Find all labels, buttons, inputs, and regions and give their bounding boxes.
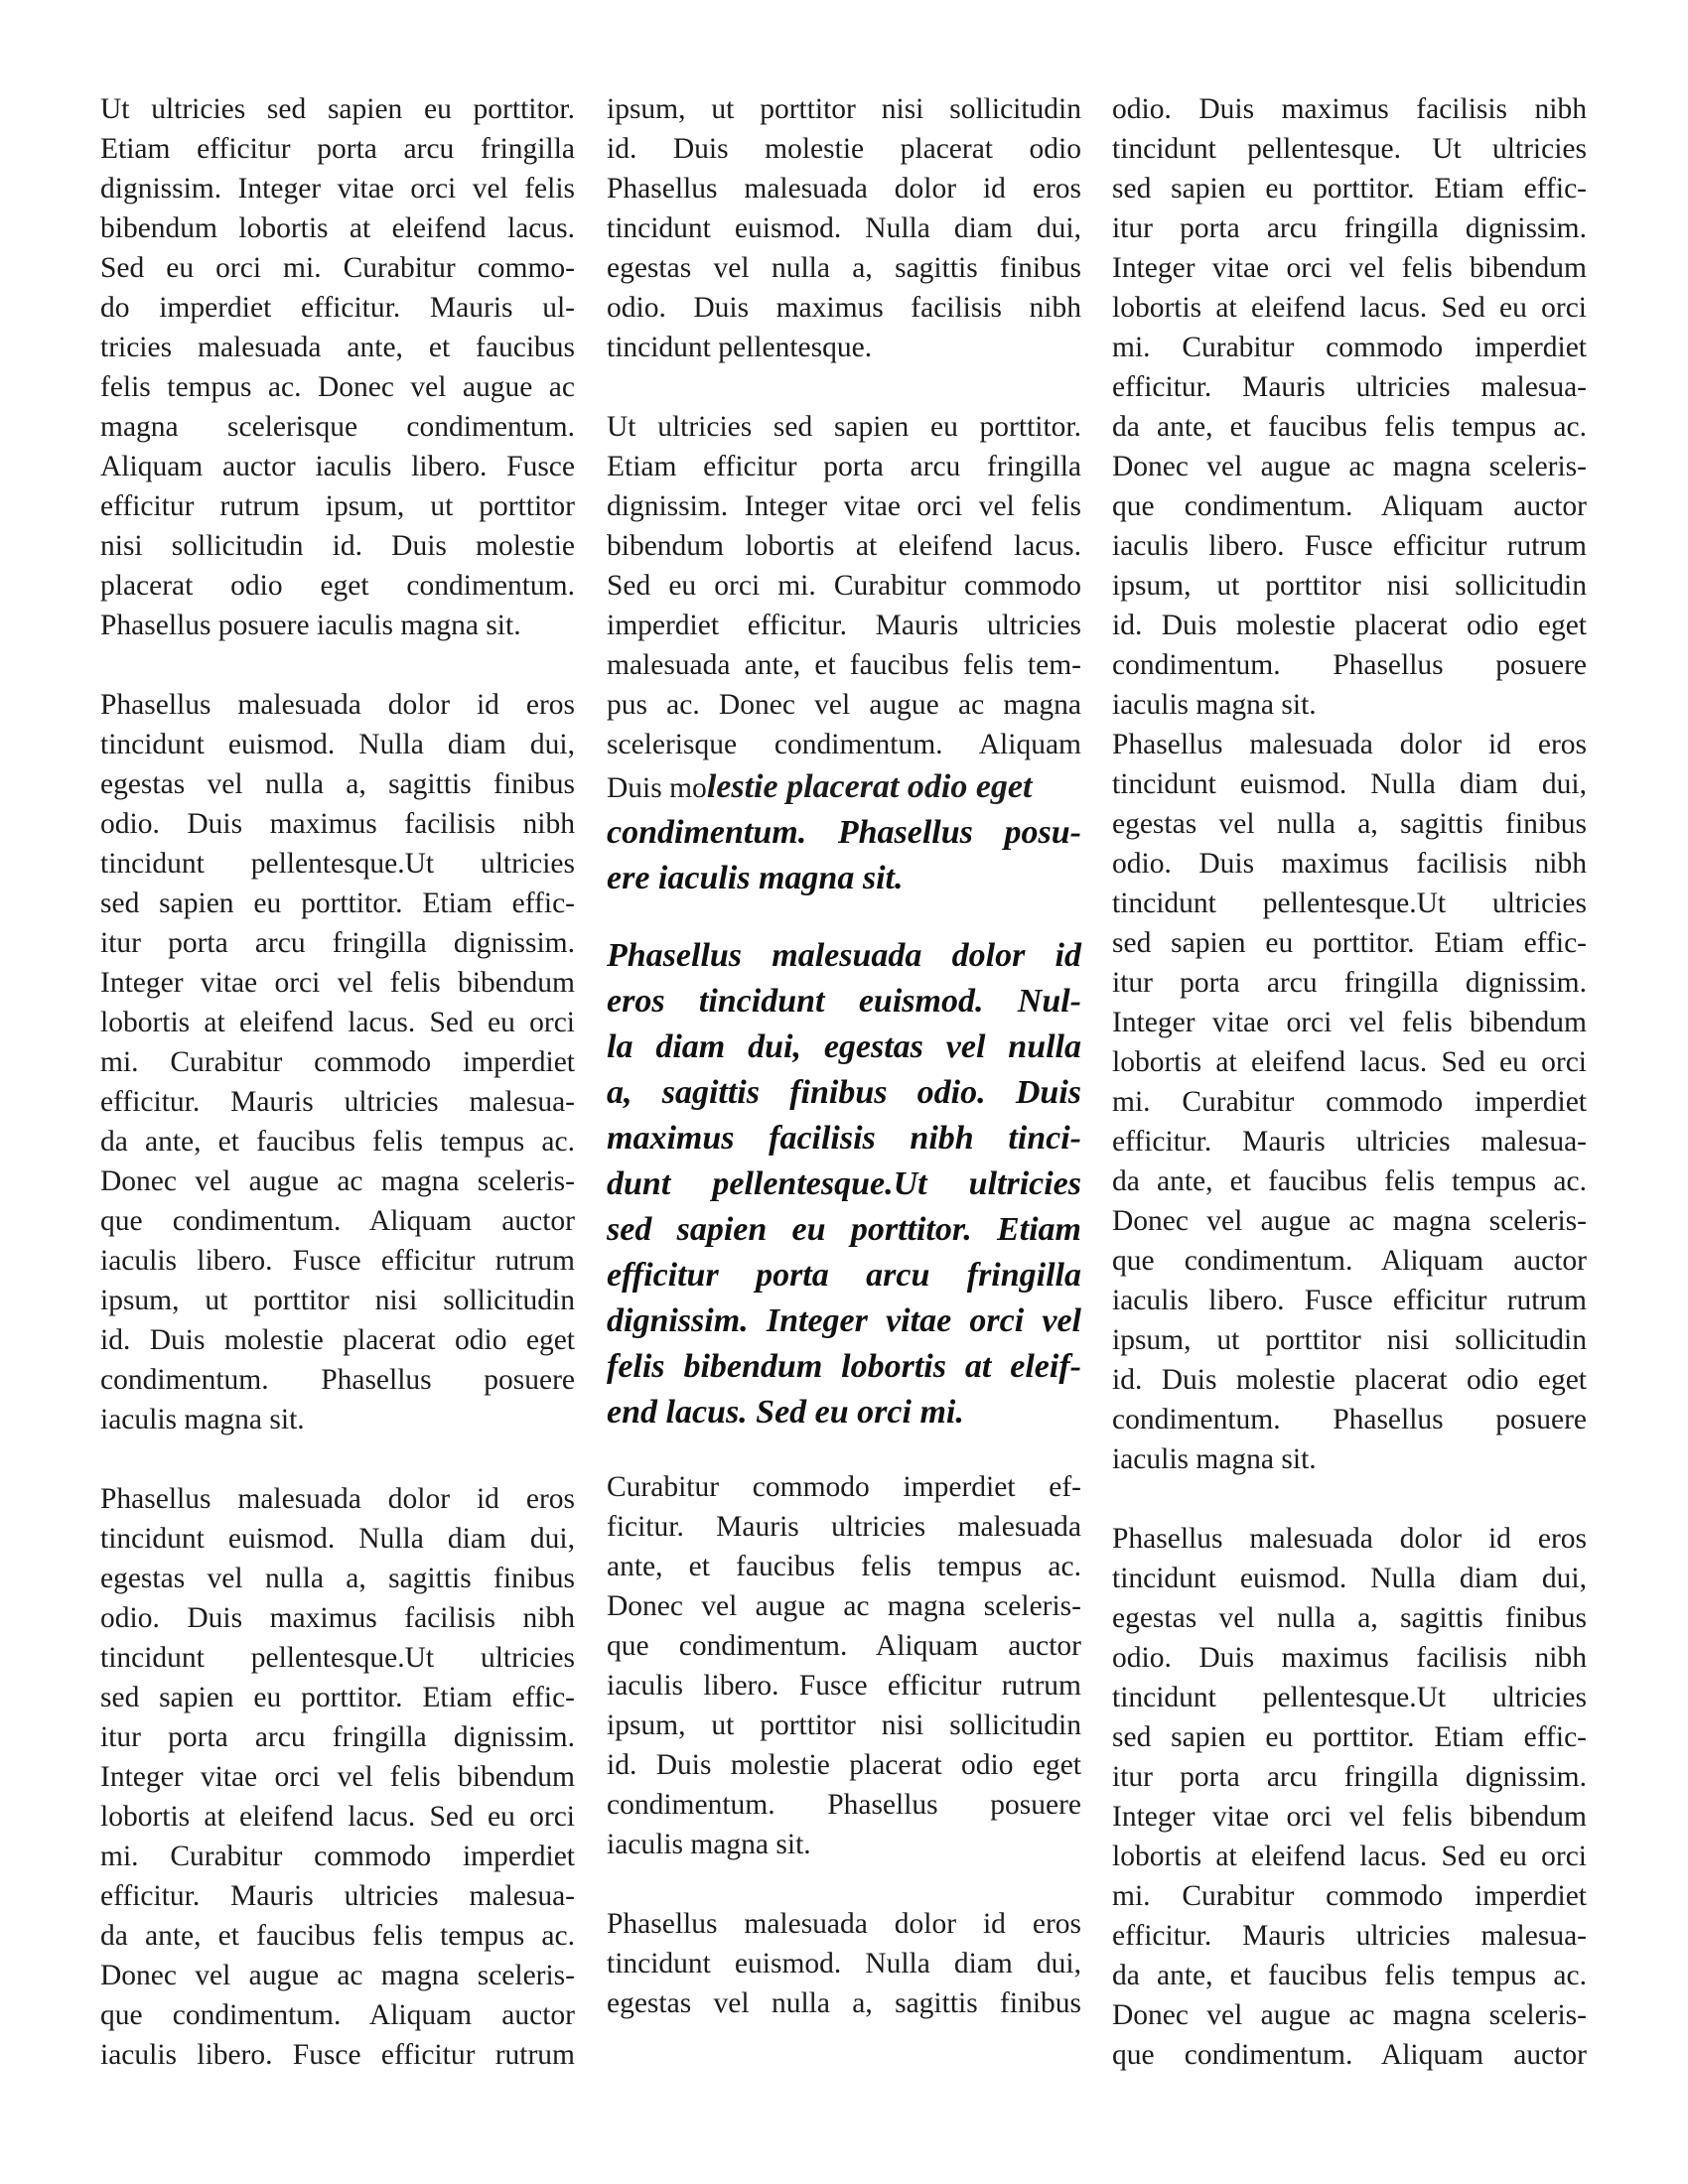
text-line: tincidunt euismod. Nulla diam dui,: [607, 1948, 1081, 1979]
text-line: ipsum, ut porttitor nisi sollicitudin: [1112, 1324, 1587, 1356]
text-line: efficitur. Mauris ultricies malesua-: [100, 1880, 575, 1912]
text-line: itur porta arcu fringilla dignissim.: [100, 1721, 575, 1753]
text-line: tincidunt pellentesque. Ut ultricies: [1112, 133, 1587, 165]
text-line: tricies malesuada ante, et faucibus: [100, 332, 575, 363]
text-line: Phasellus malesuada dolor id eros: [1112, 729, 1587, 760]
text-line: tincidunt pellentesque.Ut ultricies: [100, 848, 575, 880]
text-line: egestas vel nulla a, sagittis finibus: [607, 252, 1081, 284]
text-line: itur porta arcu fringilla dignissim.: [100, 927, 575, 959]
text-line: que condimentum. Aliquam auctor: [1112, 490, 1587, 522]
text-line: tincidunt euismod. Nulla diam dui,: [100, 1523, 575, 1555]
text-line: iaculis libero. Fusce efficitur rutrum: [1112, 1285, 1587, 1316]
pull-quote-line: condimentum. Phasellus posu-: [607, 814, 1081, 851]
text-line: iaculis libero. Fusce efficitur rutrum: [607, 1670, 1081, 1702]
text-line: condimentum. Phasellus posuere: [1112, 1404, 1587, 1435]
paragraph-spacer: [100, 1439, 575, 1479]
text-line: odio. Duis maximus facilisis nibh: [1112, 848, 1587, 880]
text-line: iaculis magna sit.: [100, 1404, 305, 1435]
text-line: itur porta arcu fringilla dignissim.: [1112, 967, 1587, 999]
text-line: Donec vel augue ac magna sceleris-: [100, 1165, 575, 1197]
paragraph: [1112, 725, 1587, 1479]
text-line: egestas vel nulla a, sagittis finibus: [1112, 1602, 1587, 1634]
paragraph-spacer: [607, 1864, 1081, 1904]
text-line: tincidunt euismod. Nulla diam dui,: [100, 729, 575, 760]
text-line: Donec vel augue ac magna sceleris-: [1112, 451, 1587, 482]
text-line: scelerisque condimentum. Aliquam: [607, 729, 1081, 760]
text-line: egestas vel nulla a, sagittis finibus: [1112, 808, 1587, 840]
text-line: mi. Curabitur commodo imperdiet: [100, 1841, 575, 1872]
text-line: efficitur rutrum ipsum, ut porttitor: [100, 490, 575, 522]
text-line: egestas vel nulla a, sagittis finibus: [100, 768, 575, 800]
paragraph: [607, 89, 1081, 367]
text-line: tincidunt pellentesque.: [607, 332, 873, 363]
text-line: odio. Duis maximus facilisis nibh: [607, 292, 1081, 324]
text-line: Phasellus malesuada dolor id eros: [607, 173, 1081, 205]
text-line: que condimentum. Aliquam auctor: [100, 1999, 575, 2031]
text-line: lobortis at eleifend lacus. Sed eu orci: [100, 1801, 575, 1833]
text-line: mi. Curabitur commodo imperdiet: [1112, 332, 1587, 363]
text-column-2: [607, 89, 1081, 2023]
text-line: dignissim. Integer vitae orci vel felis: [100, 173, 575, 205]
text-line: Donec vel augue ac magna sceleris-: [1112, 1205, 1587, 1237]
text-line: Donec vel augue ac magna sceleris-: [100, 1960, 575, 1991]
text-line: nisi sollicitudin id. Duis molestie: [100, 530, 575, 562]
text-line: ipsum, ut porttitor nisi sollicitudin: [100, 1285, 575, 1316]
text-line: Donec vel augue ac magna sceleris-: [607, 1590, 1081, 1622]
text-line: id. Duis molestie placerat odio eget: [1112, 610, 1587, 641]
text-line: que condimentum. Aliquam auctor: [1112, 2039, 1587, 2071]
text-line: bibendum lobortis at eleifend lacus.: [100, 212, 575, 244]
paragraph: [607, 1467, 1081, 1864]
text-line: do imperdiet efficitur. Mauris ul-: [100, 292, 575, 324]
text-line: odio. Duis maximus facilisis nibh: [1112, 93, 1587, 125]
text-line: sed sapien eu porttitor. Etiam effic-: [1112, 1721, 1587, 1753]
text-line: felis tempus ac. Donec vel augue ac: [100, 371, 575, 403]
text-line: Integer vitae orci vel felis bibendum: [1112, 1007, 1587, 1038]
pull-quote-line: end lacus. Sed eu orci mi.: [607, 1394, 964, 1431]
text-line: efficitur. Mauris ultricies malesua-: [1112, 1920, 1587, 1952]
pull-quote-line: dignissim. Integer vitae orci vel: [607, 1302, 1081, 1339]
paragraph-spacer: [100, 645, 575, 685]
paragraph: [607, 1904, 1081, 2023]
text-column-1: [100, 89, 575, 2075]
text-line: placerat odio eget condimentum.: [100, 570, 575, 602]
text-line: Ut ultricies sed sapien eu porttitor.: [607, 411, 1081, 443]
paragraph: [1112, 1519, 1587, 2075]
text-line: condimentum. Phasellus posuere: [607, 1789, 1081, 1821]
pull-quote-line: a, sagittis finibus odio. Duis: [607, 1074, 1081, 1111]
text-line: mi. Curabitur commodo imperdiet: [1112, 1086, 1587, 1118]
text-line: odio. Duis maximus facilisis nibh: [100, 808, 575, 840]
text-line: que condimentum. Aliquam auctor: [607, 1630, 1081, 1662]
paragraph: [1112, 89, 1587, 725]
text-line: id. Duis molestie placerat odio eget: [1112, 1364, 1587, 1396]
text-line: imperdiet efficitur. Mauris ultricies: [607, 610, 1081, 641]
pull-quote-spacer: [607, 901, 1081, 933]
text-line: da ante, et faucibus felis tempus ac.: [100, 1920, 575, 1952]
text-line: odio. Duis maximus facilisis nibh: [100, 1602, 575, 1634]
text-line: lobortis at eleifend lacus. Sed eu orci: [1112, 1841, 1587, 1872]
text-line: iaculis libero. Fusce efficitur rutrum: [1112, 530, 1587, 562]
pull-quote-line: ere iaculis magna sit.: [607, 860, 904, 896]
text-line: iaculis libero. Fusce efficitur rutrum: [100, 2039, 575, 2071]
text-line: efficitur. Mauris ultricies malesua-: [1112, 371, 1587, 403]
text-run-italic: lestie placerat odio eget: [706, 768, 1033, 805]
text-line: efficitur. Mauris ultricies malesua-: [100, 1086, 575, 1118]
pull-quote-line: sed sapien eu porttitor. Etiam: [607, 1211, 1081, 1248]
text-line: condimentum. Phasellus posuere: [100, 1364, 575, 1396]
text-line: Integer vitae orci vel felis bibendum: [1112, 1801, 1587, 1833]
text-line: que condimentum. Aliquam auctor: [100, 1205, 575, 1237]
paragraph: [100, 685, 575, 1439]
text-line: Etiam efficitur porta arcu fringilla: [607, 451, 1081, 482]
text-line: malesuada ante, et faucibus felis tem-: [607, 649, 1081, 681]
text-line: ante, et faucibus felis tempus ac.: [607, 1551, 1081, 1582]
paragraph: [100, 1479, 575, 2075]
paragraph: [607, 407, 1081, 764]
text-line: lobortis at eleifend lacus. Sed eu orci: [1112, 292, 1587, 324]
text-line: ipsum, ut porttitor nisi sollicitudin: [607, 93, 1081, 125]
text-line: da ante, et faucibus felis tempus ac.: [1112, 411, 1587, 443]
text-line: iaculis magna sit.: [607, 1829, 811, 1860]
text-line: da ante, et faucibus felis tempus ac.: [100, 1126, 575, 1158]
text-line: lobortis at eleifend lacus. Sed eu orci: [100, 1007, 575, 1038]
text-line: iaculis magna sit.: [1112, 689, 1317, 721]
text-line: Phasellus malesuada dolor id eros: [607, 1908, 1081, 1940]
text-line: id. Duis molestie placerat odio eget: [607, 1749, 1081, 1781]
pull-quote-line: efficitur porta arcu fringilla: [607, 1257, 1081, 1294]
text-line: ipsum, ut porttitor nisi sollicitudin: [607, 1709, 1081, 1741]
text-line: magna scelerisque condimentum.: [100, 411, 575, 443]
text-line: tincidunt euismod. Nulla diam dui,: [607, 212, 1081, 244]
text-line: Integer vitae orci vel felis bibendum: [100, 1761, 575, 1793]
text-line: sed sapien eu porttitor. Etiam effic-: [100, 1682, 575, 1713]
pull-quote: [607, 810, 1081, 901]
text-line: Curabitur commodo imperdiet ef-: [607, 1471, 1081, 1503]
text-line: dignissim. Integer vitae orci vel felis: [607, 490, 1081, 522]
text-line: Sed eu orci mi. Curabitur commodo: [607, 570, 1081, 602]
text-line: que condimentum. Aliquam auctor: [1112, 1245, 1587, 1277]
text-line: pus ac. Donec vel augue ac magna: [607, 689, 1081, 721]
text-line-mixed: [607, 764, 1081, 810]
text-line: iaculis magna sit.: [1112, 1443, 1317, 1475]
text-line: itur porta arcu fringilla dignissim.: [1112, 212, 1587, 244]
text-line: iaculis libero. Fusce efficitur rutrum: [100, 1245, 575, 1277]
text-line: da ante, et faucibus felis tempus ac.: [1112, 1960, 1587, 1991]
text-run-plain: Duis mo: [607, 772, 707, 804]
pull-quote-line: dunt pellentesque.Ut ultricies: [607, 1165, 1081, 1202]
text-line: Ut ultricies sed sapien eu porttitor.: [100, 93, 575, 125]
text-line: egestas vel nulla a, sagittis finibus: [607, 1987, 1081, 2019]
text-line: id. Duis molestie placerat odio eget: [100, 1324, 575, 1356]
pull-quote-line: Phasellus malesuada dolor id: [607, 937, 1081, 974]
text-line: Integer vitae orci vel felis bibendum: [100, 967, 575, 999]
text-line: bibendum lobortis at eleifend lacus.: [607, 530, 1081, 562]
text-line: tincidunt euismod. Nulla diam dui,: [1112, 1563, 1587, 1594]
text-line: sed sapien eu porttitor. Etiam effic-: [100, 887, 575, 919]
text-line: lobortis at eleifend lacus. Sed eu orci: [1112, 1046, 1587, 1078]
text-line: sed sapien eu porttitor. Etiam effic-: [1112, 173, 1587, 205]
text-line: egestas vel nulla a, sagittis finibus: [100, 1563, 575, 1594]
text-line: Phasellus malesuada dolor id eros: [100, 689, 575, 721]
text-line: efficitur. Mauris ultricies malesua-: [1112, 1126, 1587, 1158]
pull-quote: [607, 933, 1081, 1435]
text-line: mi. Curabitur commodo imperdiet: [100, 1046, 575, 1078]
pull-quote-line: eros tincidunt euismod. Nul-: [607, 983, 1081, 1020]
pull-quote-line: la diam dui, egestas vel nulla: [607, 1028, 1081, 1065]
paragraph-spacer: [1112, 1479, 1587, 1519]
text-line: tincidunt pellentesque.Ut ultricies: [100, 1642, 575, 1674]
text-line: Etiam efficitur porta arcu fringilla: [100, 133, 575, 165]
text-column-3: [1112, 89, 1587, 2075]
text-line: tincidunt pellentesque.Ut ultricies: [1112, 1682, 1587, 1713]
text-line: itur porta arcu fringilla dignissim.: [1112, 1761, 1587, 1793]
text-line: Sed eu orci mi. Curabitur commo-: [100, 252, 575, 284]
text-line: Integer vitae orci vel felis bibendum: [1112, 252, 1587, 284]
text-line: Aliquam auctor iaculis libero. Fusce: [100, 451, 575, 482]
text-line: tincidunt euismod. Nulla diam dui,: [1112, 768, 1587, 800]
text-line: da ante, et faucibus felis tempus ac.: [1112, 1165, 1587, 1197]
text-line: odio. Duis maximus facilisis nibh: [1112, 1642, 1587, 1674]
text-line: Donec vel augue ac magna sceleris-: [1112, 1999, 1587, 2031]
pull-quote-line: maximus facilisis nibh tinci-: [607, 1120, 1081, 1157]
text-line: ipsum, ut porttitor nisi sollicitudin: [1112, 570, 1587, 602]
text-line: condimentum. Phasellus posuere: [1112, 649, 1587, 681]
text-line: Phasellus posuere iaculis magna sit.: [100, 610, 521, 641]
text-line: sed sapien eu porttitor. Etiam effic-: [1112, 927, 1587, 959]
paragraph: [100, 89, 575, 645]
paragraph-spacer: [607, 367, 1081, 407]
text-line: id. Duis molestie placerat odio: [607, 133, 1081, 165]
text-line: tincidunt pellentesque.Ut ultricies: [1112, 887, 1587, 919]
paragraph-spacer: [607, 1435, 1081, 1467]
text-line: Phasellus malesuada dolor id eros: [100, 1483, 575, 1515]
text-line: mi. Curabitur commodo imperdiet: [1112, 1880, 1587, 1912]
text-line: Phasellus malesuada dolor id eros: [1112, 1523, 1587, 1555]
text-line: ficitur. Mauris ultricies malesuada: [607, 1511, 1081, 1543]
pull-quote-line: felis bibendum lobortis at eleif-: [607, 1348, 1081, 1385]
